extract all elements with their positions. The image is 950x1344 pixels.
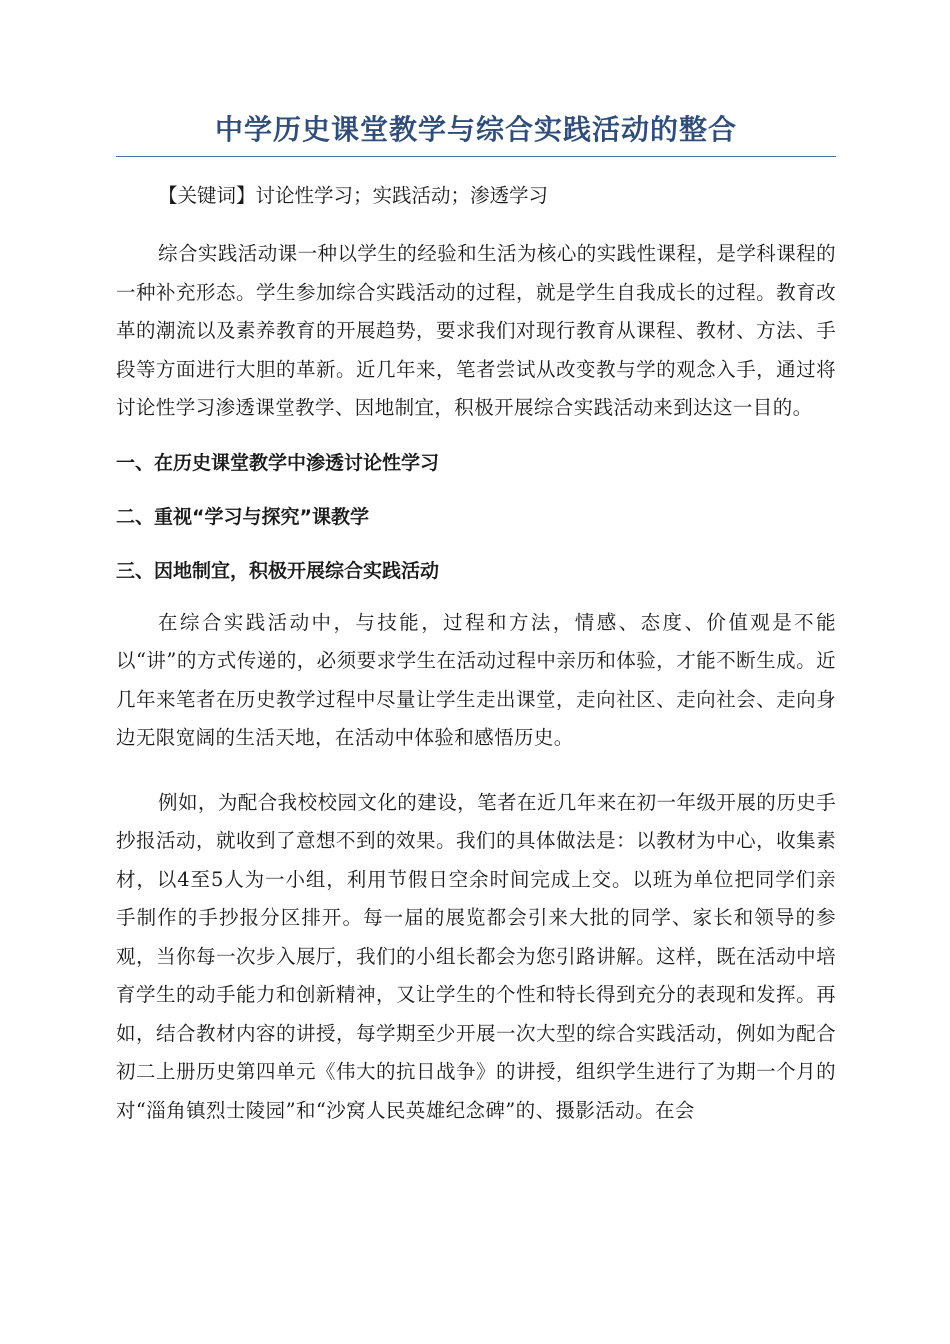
section-heading-2: 二、重视“学习与探究”课教学 [116,505,369,528]
section-heading-3: 三、因地制宜，积极开展综合实践活动 [116,559,440,582]
body-paragraph-2: 在综合实践活动中，与技能，过程和方法，情感、态度、价值观是不能以“讲”的方式传递的，必须要求学生在活动过程中亲历和体验，才能不断生成。近几年来笔者在历史教学过程中尽量让学生走出课堂，走向社区、走向社会、走向身边无限宽阔的生活天地，在活动中体验和感悟历史。 [116,610,836,749]
section-heading-1: 一、在历史课堂教学中渗透讨论性学习 [116,451,440,474]
intro-paragraph: 综合实践活动课一种以学生的经验和生活为核心的实践性课程，是学科课程的一种补充形态。学生参加综合实践活动的过程，就是学生自我成长的过程。教育改革的潮流以及素养教育的开展趋势，要求我们对现行教育从课程、教材、方法、手段等方面进行大胆的革新。近几年来，笔者尝试从改变教与学的观念入手，通过将讨论性学习渗透课堂教学、因地制宜，积极开展综合实践活动来到达这一目的。 [116,242,836,419]
document-title: 中学历史课堂教学与综合实践活动的整合 [116,110,836,157]
body-paragraph-3: 例如，为配合我校校园文化的建设，笔者在近几年来在初一年级开展的历史手抄报活动，就收到了意想不到的效果。我们的具体做法是：以教材为中心，收集素材，以4至5人为一小组，利用节假日空余时间完成上交。以班为单位把同学们亲手制作的手抄报分区排开。每一届的展览都会引来大批的同学、家长和领导的参观，当你每一次步入展厅，我们的小组长都会为您引路讲解。这样，既在活动中培育学生的动手能力和创新精神，又让学生的个性和特长得到充分的表现和发挥。再如，结合教材内容的讲授，每学期至少开展一次大型的综合实践活动，例如为配合初二上册历史第四单元《伟大的抗日战争》的讲授，组织学生进行了为期一个月的对“淄角镇烈士陵园”和“沙窝人民英雄纪念碑”的、摄影活动。在会 [116,790,836,1122]
document-page [116,100,836,1130]
keywords-line: 【关键词】讨论性学习；实践活动；渗透学习 [158,184,549,207]
